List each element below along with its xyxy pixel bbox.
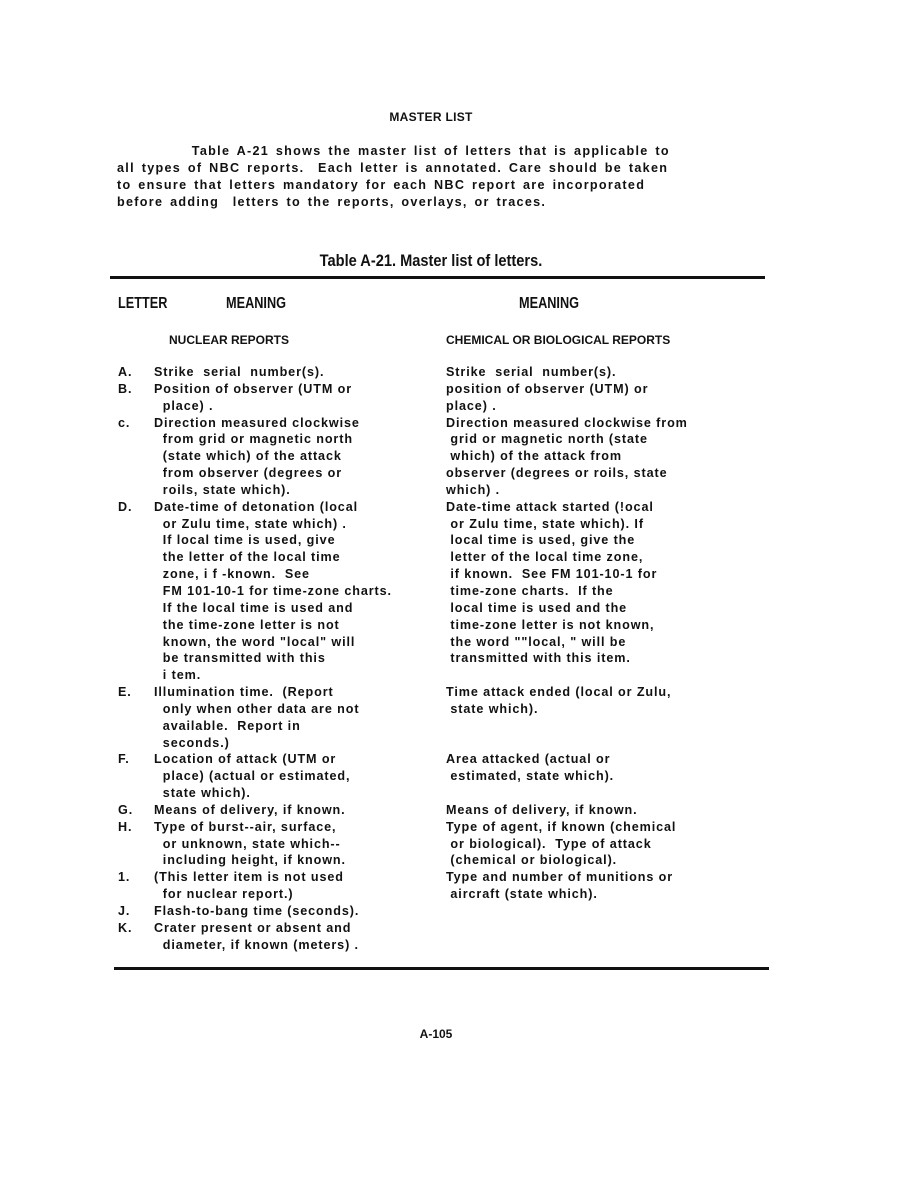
chemical-meaning-line: Means of delivery, if known.: [446, 802, 638, 817]
table-row-nuclear: [118, 920, 448, 954]
subheader-nuclear-reports: NUCLEAR REPORTS: [169, 333, 290, 347]
table-row-chemical: [446, 381, 766, 415]
nuclear-column: [118, 364, 448, 954]
nuclear-meaning-line: zone, i f -known. See: [154, 567, 310, 582]
chemical-meaning-line: (chemical or biological).: [446, 853, 618, 868]
table-row-nuclear: [118, 819, 448, 870]
table-row-chemical: [446, 751, 766, 802]
nuclear-meaning-line: known, the word "local" will: [154, 634, 356, 649]
nuclear-meaning-line: Position of observer (UTM or: [154, 381, 353, 396]
nuclear-meaning-line: from grid or magnetic north: [154, 432, 353, 447]
page-number: A-105: [419, 1027, 453, 1041]
nuclear-meaning-line: or Zulu time, state which) .: [154, 516, 347, 531]
nuclear-meaning-line: Date-time of detonation (local: [154, 499, 359, 514]
spacer: [446, 718, 766, 735]
nuclear-meaning-line: seconds.): [154, 735, 230, 750]
intro-line: to ensure that letters mandatory for each NBC report are incorporated: [117, 178, 646, 192]
chemical-meaning-line: if known. See FM 101-10-1 for: [446, 567, 658, 582]
table-top-rule: [110, 276, 765, 279]
chemical-meaning-line: transmitted with this item.: [446, 651, 631, 666]
row-letter: D.: [118, 499, 133, 514]
chemical-meaning-line: Type and number of munitions or: [446, 870, 674, 885]
nuclear-meaning-line: (state which) of the attack: [154, 449, 342, 464]
column-header-letter: LETTER: [118, 295, 168, 312]
table-row-nuclear: [118, 802, 448, 819]
row-letter: 1.: [118, 870, 131, 885]
chemical-meaning-line: Area attacked (actual or: [446, 752, 611, 767]
chemical-meaning-line: state which).: [446, 701, 539, 716]
nuclear-meaning-line: the time-zone letter is not: [154, 617, 340, 632]
nuclear-meaning-line: the letter of the local time: [154, 550, 341, 565]
spacer: [446, 937, 766, 954]
row-letter: H.: [118, 819, 133, 834]
intro-line: Table A-21 shows the master list of letters that is applicable to: [117, 144, 670, 158]
intro-paragraph: [117, 143, 757, 211]
chemical-meaning-line: or biological). Type of attack: [446, 836, 652, 851]
nuclear-meaning-line: place) (actual or estimated,: [154, 769, 351, 784]
table-row-chemical: [446, 802, 766, 819]
table-row-nuclear: [118, 869, 448, 903]
chemical-meaning-line: local time is used and the: [446, 600, 628, 615]
nuclear-meaning-line: Direction measured clockwise: [154, 415, 360, 430]
spacer: [446, 920, 766, 937]
table-row-nuclear: [118, 903, 448, 920]
nuclear-meaning-line: roils, state which).: [154, 482, 291, 497]
nuclear-meaning-line: FM 101-10-1 for time-zone charts.: [154, 583, 392, 598]
nuclear-meaning-line: (This letter item is not used: [154, 870, 344, 885]
nuclear-meaning-line: Crater present or absent and: [154, 920, 352, 935]
chemical-meaning-line: letter of the local time zone,: [446, 550, 644, 565]
nuclear-meaning-line: Strike serial number(s).: [154, 365, 325, 379]
chemical-meaning-line: estimated, state which).: [446, 769, 615, 784]
row-letter: J.: [118, 904, 131, 918]
table-row-chemical: [446, 684, 766, 751]
chemical-meaning-line: or Zulu time, state which). If: [446, 516, 644, 531]
chemical-column: [446, 364, 766, 954]
chemical-meaning-line: time-zone letter is not known,: [446, 617, 655, 632]
nuclear-meaning-line: place) .: [154, 398, 214, 413]
table-bottom-rule: [114, 967, 769, 970]
page-title: MASTER LIST: [389, 110, 473, 124]
nuclear-meaning-line: diameter, if known (meters) .: [154, 937, 359, 952]
nuclear-meaning-line: If local time is used, give: [154, 533, 336, 548]
row-letter: c.: [118, 415, 131, 430]
row-letter: A.: [118, 365, 133, 379]
spacer: [446, 785, 766, 802]
chemical-meaning-line: Time attack ended (local or Zulu,: [446, 685, 672, 700]
table-row-chemical: [446, 869, 766, 903]
chemical-meaning-line: which) .: [446, 482, 501, 497]
chemical-meaning-line: Strike serial number(s).: [446, 365, 617, 379]
spacer: [446, 667, 766, 684]
table-row-chemical: [446, 415, 766, 499]
nuclear-meaning-line: only when other data are not: [154, 701, 360, 716]
chemical-meaning-line: the word ""local, " will be: [446, 634, 627, 649]
chemical-meaning-line: Direction measured clockwise from: [446, 415, 688, 430]
spacer: [446, 903, 766, 920]
table-row-nuclear: [118, 381, 448, 415]
nuclear-meaning-line: state which).: [154, 786, 251, 801]
chemical-meaning-line: time-zone charts. If the: [446, 583, 614, 598]
nuclear-meaning-line: Illumination time. (Report: [154, 685, 334, 700]
chemical-meaning-line: local time is used, give the: [446, 533, 636, 548]
chemical-meaning-line: Date-time attack started (!ocal: [446, 499, 654, 514]
subheader-chemical-reports: CHEMICAL OR BIOLOGICAL REPORTS: [446, 333, 671, 347]
spacer: [446, 735, 766, 752]
chemical-meaning-line: place) .: [446, 398, 497, 413]
nuclear-meaning-line: Type of burst--air, surface,: [154, 819, 337, 834]
nuclear-meaning-line: If the local time is used and: [154, 600, 354, 615]
nuclear-meaning-line: Location of attack (UTM or: [154, 752, 337, 767]
nuclear-meaning-line: for nuclear report.): [154, 887, 294, 902]
column-header-meaning-nuclear: MEANING: [226, 295, 287, 312]
chemical-meaning-line: grid or magnetic north (state: [446, 432, 648, 447]
chemical-meaning-line: aircraft (state which).: [446, 887, 598, 902]
chemical-meaning-line: observer (degrees or roils, state: [446, 466, 668, 481]
table-row-nuclear: [118, 415, 448, 499]
intro-line: before adding letters to the reports, overlays, or traces.: [117, 195, 547, 209]
table-row-chemical: [446, 499, 766, 684]
column-header-meaning-chemical: MEANING: [519, 295, 580, 312]
chemical-meaning-line: Type of agent, if known (chemical: [446, 819, 677, 834]
chemical-meaning-line: which) of the attack from: [446, 449, 622, 464]
nuclear-meaning-line: Means of delivery, if known.: [154, 802, 346, 817]
row-letter: K.: [118, 920, 133, 935]
row-letter: E.: [118, 685, 132, 700]
table-row-chemical: [446, 903, 766, 920]
chemical-meaning-line: position of observer (UTM) or: [446, 381, 649, 396]
nuclear-meaning-line: or unknown, state which--: [154, 836, 341, 851]
intro-line: all types of NBC reports. Each letter is annotated. Care should be taken: [117, 161, 669, 175]
table-row-chemical: [446, 819, 766, 870]
table-row-nuclear: [118, 684, 448, 751]
nuclear-meaning-line: i tem.: [154, 668, 202, 683]
nuclear-meaning-line: from observer (degrees or: [154, 466, 343, 481]
row-letter: G.: [118, 802, 134, 817]
table-row-nuclear: [118, 751, 448, 802]
nuclear-meaning-line: be transmitted with this: [154, 651, 326, 666]
table-row-nuclear: [118, 499, 448, 684]
table-row-chemical: [446, 364, 766, 381]
table-row-chemical: [446, 920, 766, 954]
table-title: Table A-21. Master list of letters.: [319, 251, 543, 270]
nuclear-meaning-line: including height, if known.: [154, 853, 346, 868]
row-letter: F.: [118, 752, 130, 767]
nuclear-meaning-line: Flash-to-bang time (seconds).: [154, 904, 360, 918]
row-letter: B.: [118, 381, 133, 396]
table-row-nuclear: [118, 364, 448, 381]
nuclear-meaning-line: available. Report in: [154, 718, 301, 733]
